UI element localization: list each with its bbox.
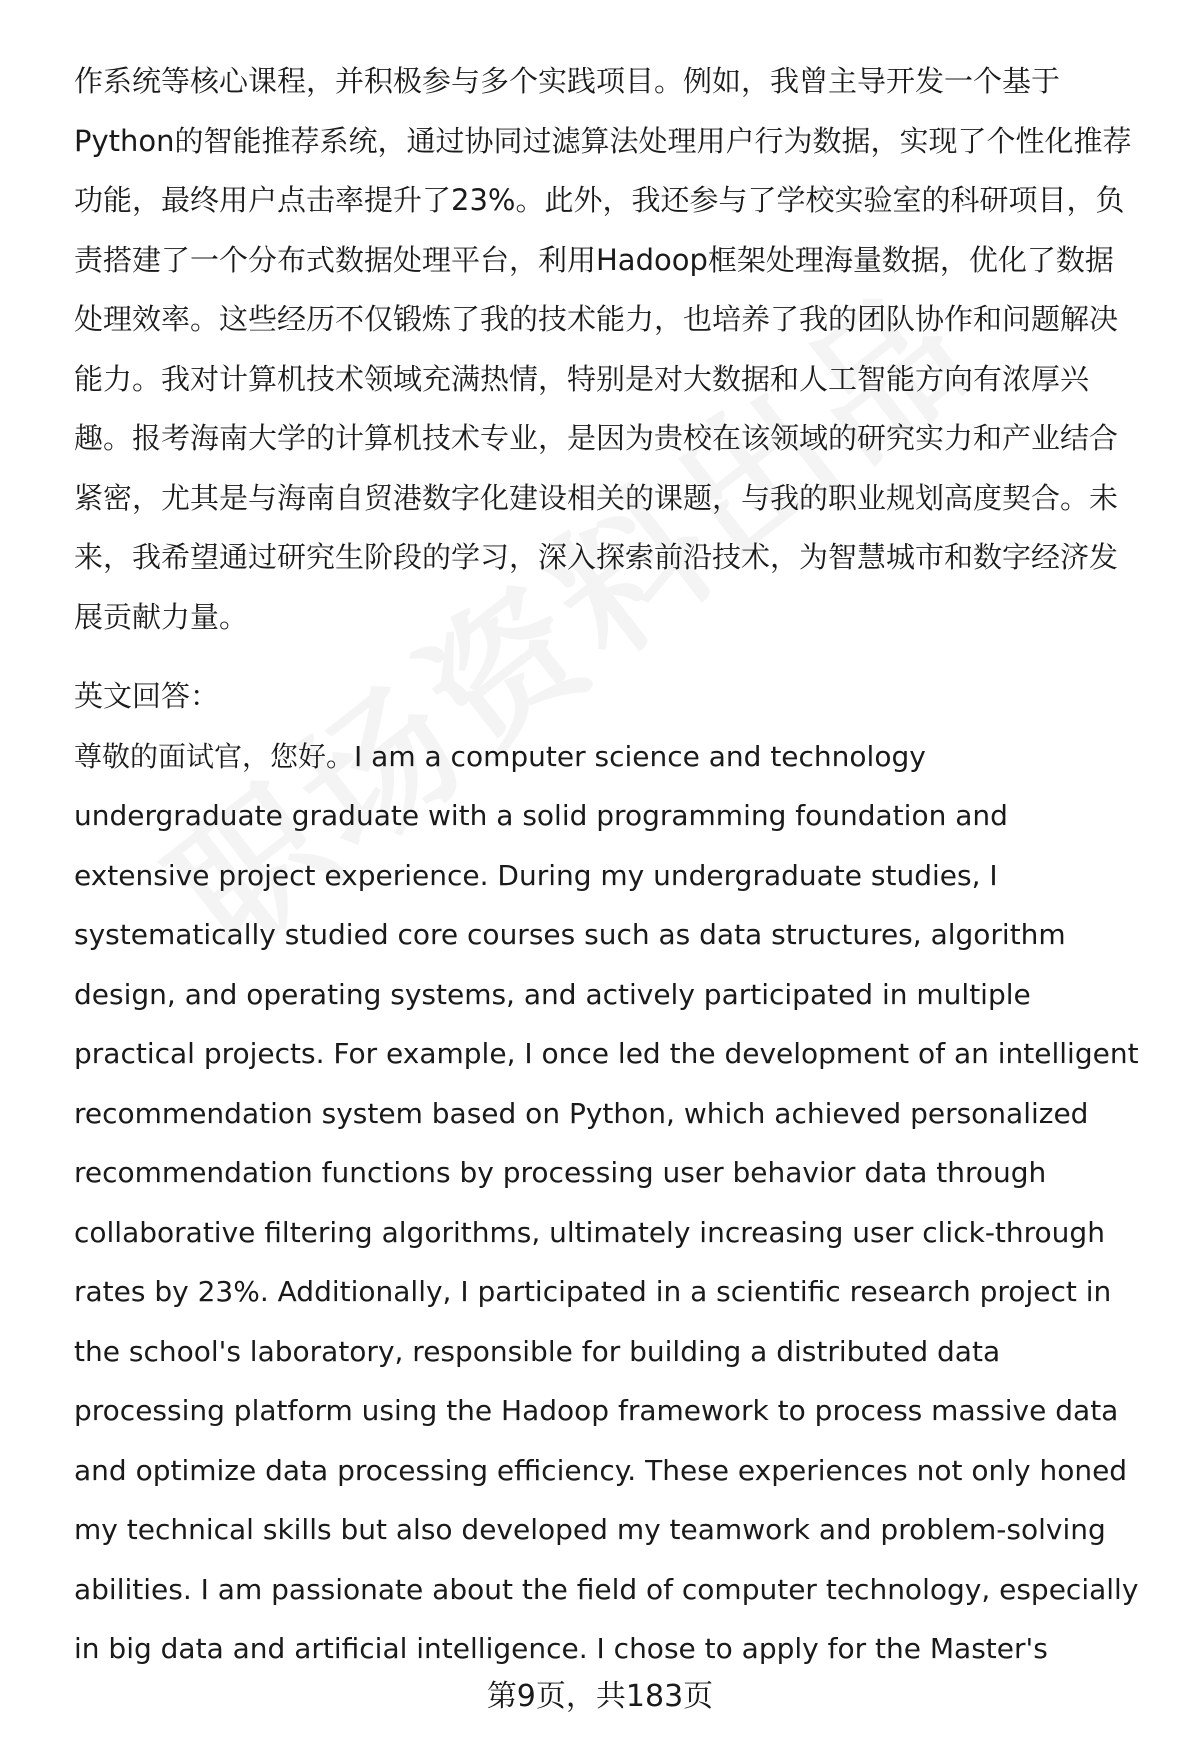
text-line: 来，我希望通过研究生阶段的学习，深入探索前沿技术，为智慧城市和数字经济发: [74, 540, 1119, 574]
text-line: 作系统等核心课程，并积极参与多个实践项目。例如，我曾主导开发一个基于: [74, 64, 1061, 98]
text-line: 能力。我对计算机技术领域充满热情，特别是对大数据和人工智能方向有浓厚兴: [74, 361, 1090, 396]
page-number-footer: 第9页，共183页: [486, 1679, 714, 1714]
text-line: the school's laboratory, responsible for building a distributed data: [74, 1334, 1001, 1368]
text-line: design, and operating systems, and actively participated in multiple: [74, 977, 1031, 1011]
english-answer-paragraph: [74, 727, 1164, 1679]
chinese-answer-paragraph: [74, 52, 1164, 647]
text-line: 展贡献力量。: [74, 599, 249, 634]
text-line: collaborative filtering algorithms, ultimately increasing user click-through: [74, 1215, 1105, 1249]
text-line: systematically studied core courses such as data structures, algorithm: [74, 918, 1066, 951]
text-line: 尊敬的面试官，您好。I am a computer science and technology: [74, 739, 926, 773]
text-line: Python的智能推荐系统，通过协同过滤算法处理用户行为数据，实现了个性化推荐: [74, 123, 1132, 158]
text-line: abilities. I am passionate about the field of computer technology, especially: [74, 1572, 1139, 1606]
text-line: rates by 23%. Additionally, I participated in a scientific research project in: [74, 1275, 1112, 1308]
text-line: 处理效率。这些经历不仅锻炼了我的技术能力，也培养了我的团队协作和问题解决: [74, 302, 1119, 336]
text-line: extensive project experience. During my undergraduate studies, I: [74, 858, 998, 892]
text-line: processing platform using the Hadoop framework to process massive data: [74, 1394, 1119, 1427]
text-line: 趣。报考海南大学的计算机技术专业，是因为贵校在该领域的研究实力和产业结合: [74, 421, 1119, 455]
text-line: 功能，最终用户点击率提升了23%。此外，我还参与了学校实验室的科研项目，负: [74, 183, 1125, 217]
text-line: 紧密，尤其是与海南自贸港数字化建设相关的课题，与我的职业规划高度契合。未: [74, 480, 1119, 515]
text-line: my technical skills but also developed my teamwork and problem-solving: [74, 1513, 1106, 1546]
text-line: recommendation functions by processing user behavior data through: [74, 1156, 1047, 1189]
text-line: practical projects. For example, I once led the development of an intelligent: [74, 1037, 1139, 1070]
text-line: undergraduate graduate with a solid programming foundation and: [74, 799, 1008, 832]
text-line: recommendation system based on Python, which achieved personalized: [74, 1096, 1089, 1130]
document-body: [74, 52, 1164, 1679]
text-line: 责搭建了一个分布式数据处理平台，利用Hadoop框架处理海量数据，优化了数据: [74, 242, 1114, 277]
text-line: and optimize data processing efficiency. These experiences not only honed: [74, 1453, 1128, 1487]
english-answer-heading: 英文回答：: [74, 679, 220, 713]
text-line: in big data and artificial intelligence. I chose to apply for the Master's: [74, 1632, 1048, 1665]
